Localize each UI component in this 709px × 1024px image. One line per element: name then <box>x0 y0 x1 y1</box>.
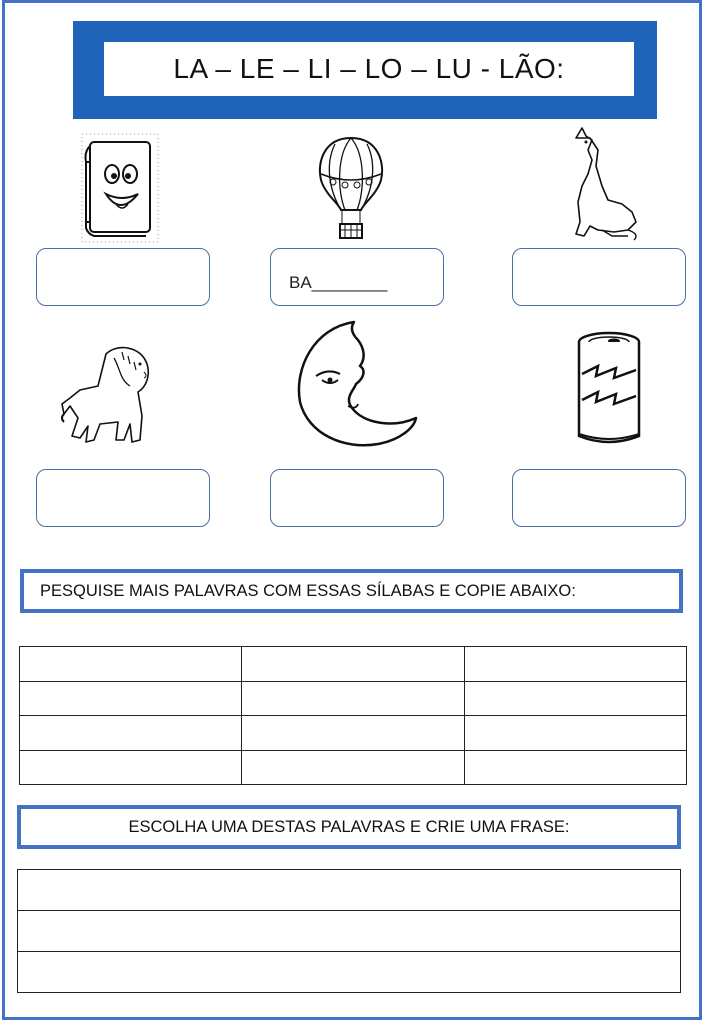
word-cell[interactable] <box>20 716 242 751</box>
word-cell[interactable] <box>242 716 464 751</box>
word-cell[interactable] <box>464 750 686 785</box>
sentence-line[interactable] <box>18 911 681 952</box>
word-grid <box>19 646 687 785</box>
crescent-moon-face-icon <box>294 318 420 450</box>
sentence-lines <box>17 869 681 993</box>
word-cell[interactable] <box>242 647 464 682</box>
word-cell[interactable] <box>464 716 686 751</box>
sentence-line[interactable] <box>18 952 681 993</box>
table-row <box>18 870 681 911</box>
table-row <box>20 681 687 716</box>
word-cell[interactable] <box>242 750 464 785</box>
search-instruction <box>20 569 683 613</box>
table-row <box>18 911 681 952</box>
word-cell[interactable] <box>20 647 242 682</box>
answer-box-balloon[interactable] <box>270 248 444 306</box>
soda-can-icon <box>574 330 644 446</box>
word-cell[interactable] <box>464 647 686 682</box>
word-cell[interactable] <box>464 681 686 716</box>
table-row <box>20 750 687 785</box>
table-row <box>18 952 681 993</box>
sentence-line[interactable] <box>18 870 681 911</box>
answer-box-book[interactable] <box>36 248 210 306</box>
book-face-icon <box>80 132 160 244</box>
answer-text: BA________ <box>289 273 388 292</box>
answer-box-can[interactable] <box>512 469 686 527</box>
howling-wolf-icon <box>562 126 642 242</box>
answer-box-wolf[interactable] <box>512 248 686 306</box>
answer-box-lion[interactable] <box>36 469 210 527</box>
word-cell[interactable] <box>20 681 242 716</box>
answer-box-moon[interactable] <box>270 469 444 527</box>
table-row <box>20 647 687 682</box>
word-cell[interactable] <box>242 681 464 716</box>
hot-air-balloon-icon <box>315 134 387 242</box>
search-instruction-text: PESQUISE MAIS PALAVRAS COM ESSAS SÍLABAS E COPIE ABAIXO: <box>40 581 576 600</box>
lion-icon <box>60 340 154 446</box>
sentence-instruction-text: ESCOLHA UMA DESTAS PALAVRAS E CRIE UMA FRASE: <box>128 817 570 836</box>
page-title: LA – LE – LI – LO – LU - LÃO: <box>104 42 634 96</box>
word-cell[interactable] <box>20 750 242 785</box>
table-row <box>20 716 687 751</box>
sentence-instruction <box>17 805 681 849</box>
